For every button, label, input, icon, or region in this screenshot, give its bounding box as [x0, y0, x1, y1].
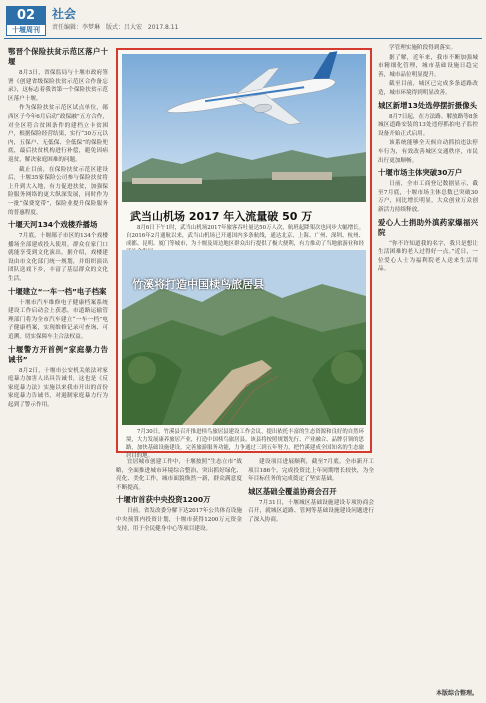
article-headline: 十堰市首获中央投资1200万	[116, 495, 211, 505]
article-headline: 城区基础全覆盖协商会召开	[248, 486, 337, 496]
article-paragraph: 据了解，近年来，我市不断加强城市精细化管理，城市基础设施日趋完善，城市品位明显提升。	[378, 54, 478, 78]
article-paragraph: 作为保险扶贫示范区试点单位，郧西区子今年6月启动“政保融”五方合作，对全区符合贫困条件的建档立卡贫困户，根据保险经营结果，实行“30万元以内，五保户、无低保、全低保”的保险兜底，最后扶贫机构进行补偿，避免因病返贫，解决家庭困难的问题。	[8, 105, 108, 163]
article	[378, 218, 478, 274]
article-headline: 十堰建立“一车一档”电子档案	[8, 286, 107, 296]
article	[378, 44, 478, 98]
story-title: 武当山机场 2017 年入流量破 50 万	[130, 210, 313, 223]
middle-column-2	[248, 458, 374, 694]
right-column	[378, 44, 478, 672]
article-paragraph: 7月31日，十堰城区基础设施建设专项协商会召开，就城区道路、管网等基础设施建设问题进行了深入协商。	[248, 499, 374, 523]
article	[8, 220, 108, 284]
article	[378, 101, 478, 166]
section-number: 02	[7, 7, 45, 25]
article-paragraph: 7月底，十堰郧子市区的134个戏楼播场全部建成投入使用，群众在家门口就能享受到文化演出。据介绍，戏楼建设由市文化部门统一规划，并组织演出团队送戏下乡，丰富了基层群众的文化生活。	[8, 233, 108, 283]
left-column	[8, 44, 108, 694]
section-title: 社会	[52, 7, 77, 21]
article-paragraph: 日前，省发改委分解下达2017年公共体育设施中央预算内投资计划，十堰市获得1200万元资金支持，用于全民健身中心等项目建设。	[116, 508, 242, 532]
article-headline: 城区新增13处选停摆折摄像头	[378, 100, 477, 110]
story-title: 竹溪将打造中国椟鸟旅居县	[132, 278, 264, 291]
article-paragraph: 学管理实施阶段得到落实。	[389, 45, 457, 51]
story-body	[126, 428, 364, 459]
article-paragraph: 8月7日起，在方法路、解放路等8条城区道路安装的13处违停抓拍电子监控设备开始正式启用。	[378, 113, 478, 137]
section-badge	[6, 6, 46, 36]
editor-credit: 责任编辑：李梦琳	[52, 24, 101, 31]
article-paragraph: 截止目前，在保险扶贫示范区建设后，十堰35家保险公司参与保险扶贫将上升到大入地，有力促进扶贫，加强保险服务网络的更大纵深发展，同时作为一批“保费宽带”，保险业提升保险服务的普惠程度。	[8, 166, 108, 216]
article-headline: 十堰天河134个戏楼乔播场	[8, 220, 98, 230]
article-headline: 十堰警方开首例“家庭暴力告诫书”	[8, 344, 108, 364]
article-headline: 鄂晋个保险扶贫示范区落户十堰	[8, 47, 108, 66]
airplane-photo	[122, 54, 366, 202]
footer-note: 本版综合整理。	[435, 690, 478, 697]
issue-meta	[52, 22, 182, 31]
article-paragraph: 8月3日，省保监局与十堰市政府签署《创建省级保险扶贫示范区合作备忘录》，这标志着我省第一个保险扶贫示范区落户十堰。	[8, 70, 108, 102]
middle-column-1	[116, 458, 242, 694]
layout-credit: 版式：吕大宏	[105, 24, 142, 31]
article-paragraph: 建设项目进展顺利，截至7月底，全市新开工项目186个，完成投资比上年同期增长较快，为全年目标任务的完成奠定了坚实基础。	[248, 459, 374, 483]
article	[8, 47, 108, 217]
article-headline: 爱心人士捐助外滇药家爆福兴院	[378, 217, 478, 237]
article-paragraph: “你不许知道我的名字，我只是想让生活困难的老人过得好一点。”近日，一位爱心人士为福利院老人送来生活用品。	[378, 240, 478, 273]
article	[378, 168, 478, 214]
article-paragraph: 宜居城市创建工作中，十堰按照“生态立市”战略，全面推进城市环境综合整治，突出抓好绿化、亮化、美化工作，城市面貌焕然一新，群众满意度不断提高。	[116, 459, 242, 491]
article	[8, 345, 108, 410]
article-paragraph: 该系统能够全天候自动抓拍违法停车行为，有效改善城区交通秩序，市民出行更加顺畅。	[378, 140, 478, 164]
issue-date: 2017.8.11	[147, 24, 179, 31]
article-paragraph: 截至目前，城区已完成多条道路改造，城市环境得到明显改善。	[378, 81, 478, 96]
feature-box	[116, 48, 372, 459]
article-headline: 十堰市场主体突破30万户	[378, 168, 463, 178]
story-body	[126, 224, 364, 248]
article-paragraph: 8月2日，十堰市公安机关依法对家庭暴力加害人出具告诫书，这也是《反家庭暴力法》实施以来我市开出的首份家庭暴力告诫书，对遏制家庭暴力行为起到了警示作用。	[8, 367, 108, 408]
article-paragraph: 十堰市汽车维修电子健康档案系统建设工作启动会上获悉，市道路运输管理部门将为全市汽车建立“一车一档”电子健康档案，实现维修记录可查询、可追溯，切实保障车主合法权益。	[8, 299, 108, 341]
header-rule	[4, 38, 482, 39]
page-header	[0, 0, 486, 40]
paper-name: 十堰周刊	[12, 26, 40, 34]
article-paragraph: 日前，全市工商登记数据显示，截至7月底，十堰市场主体总数已突破30万户，同比增长明显，大众创业万众创新活力持续释放。	[378, 181, 478, 213]
story-paragraph: 7月30日，竹溪县召开推进椟鸟旅居县建设工作会议，提出依托丰富的生态资源和良好的自然环境，大力发展康养旅居产业，打造中国椟鸟旅居县。该县将按照规划先行、产业融合、品牌引领的思路，加快基础设施建设，完善旅游服务功能，力争通过三到五年努力，把竹溪建成全国知名的生态旅居目的地。	[126, 429, 364, 459]
article	[8, 287, 108, 342]
story-paragraph: 8月6日下午1时，武当山机场2017年旅客吞吐量达50万人次，航班起降架次也同步大幅增长。自2016年2月通航以来，武当山机场已开通国内多条航线，通达北京、上海、广州、深圳、杭州、成都、昆明、厦门等城市，为十堰及周边地区群众出行提供了极大便利，有力推动了当地旅游业和经	[126, 225, 364, 247]
